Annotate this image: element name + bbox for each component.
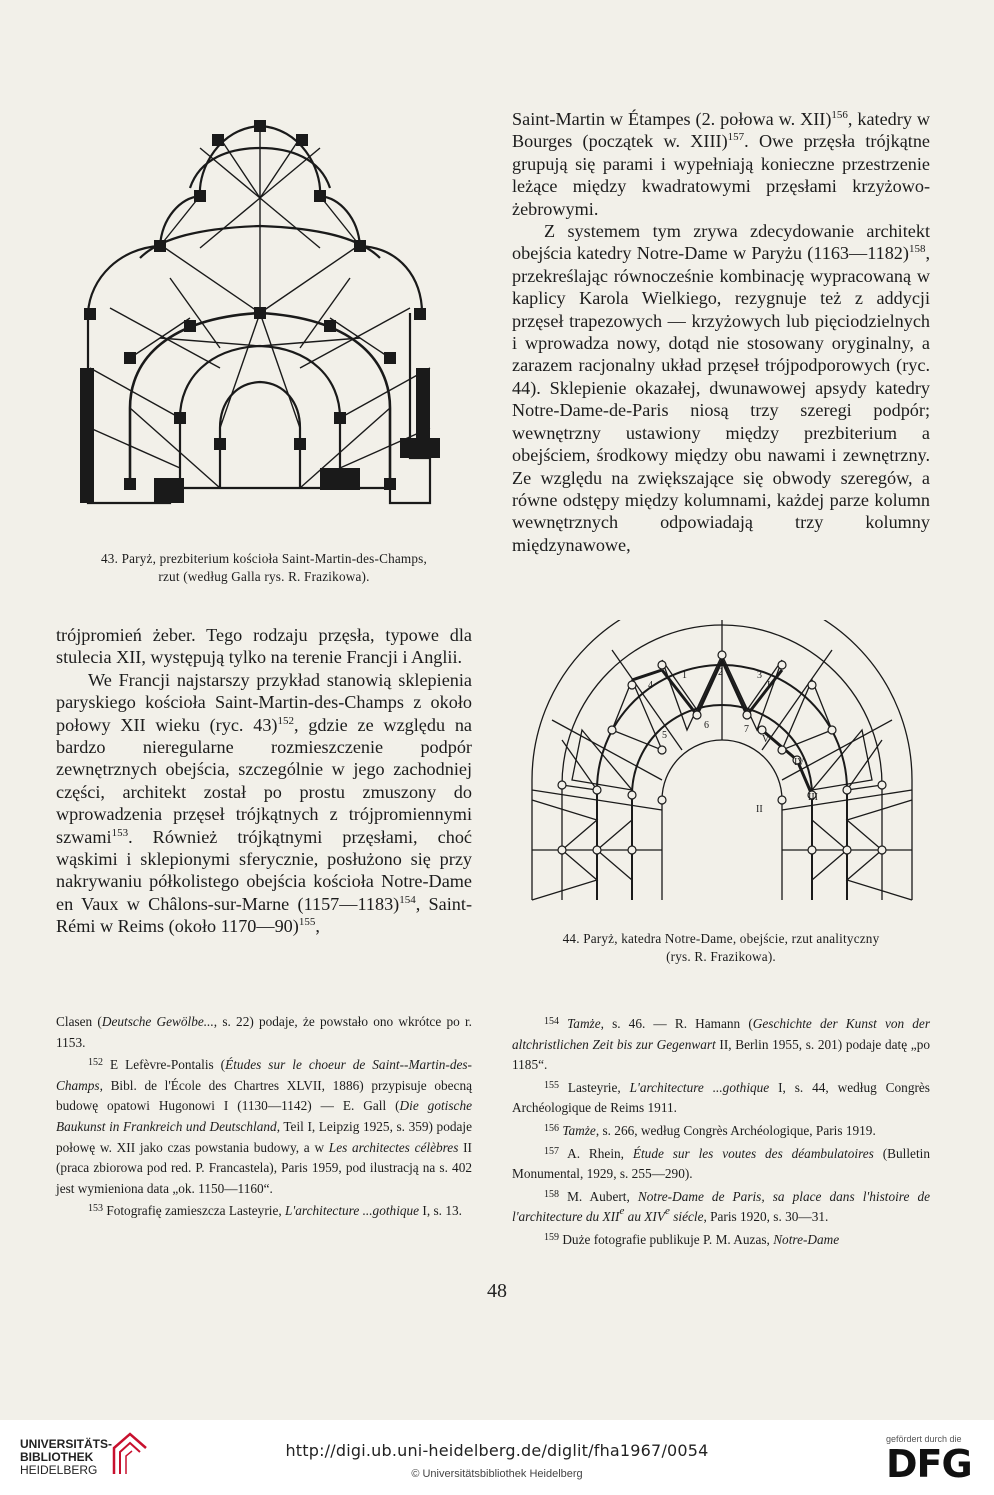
footnote-154: $^{154}$ Tamże, s. 46. — R. Hamann (Geschichte der Kunst von der altchristlichen Zeit bis zur Gegenwart II, Berlin 1955, s. 201) podaje datę „po 1185“. xyxy=(512,1016,930,1073)
footnote-157: $^{157}$ A. Rhein, Étude sur les voutes des déambulatoires (Bulletin Monumental, 1929, s. 255—290). xyxy=(512,1145,930,1182)
page-number: 48 xyxy=(487,1280,507,1302)
figure-43-plan xyxy=(70,108,450,518)
figure-43-caption: 43. Paryż, prezbiterium kościoła Saint-Martin-des-Champs, rzut (według Galla rys. R. Frazikowa). xyxy=(101,551,427,584)
footnote-158: $^{158}$ M. Aubert, Notre-Dame de Paris, sa place dans l'histoire de l'architecture du XIIe au XIVe siécle, Paris 1920, s. 30—31. xyxy=(512,1188,930,1225)
label-II: II xyxy=(756,804,763,815)
label-4: 4 xyxy=(648,680,653,691)
label-V: V xyxy=(762,734,770,745)
footnote-153: $^{153}$ Fotografię zamieszcza Lasteyrie, L'architecture ...gothique I, s. 13. xyxy=(88,1203,462,1219)
label-IV: IV xyxy=(794,757,805,768)
footnote-152: $^{152}$ E Lefèvre-Pontalis (Études sur le choeur de Saint--Martin-des-Champs, Bibl. de l'École des Chartres XLVII, 1886) przypisuje obecną budowę opatowi Hugonowi I (1130—1142) — E. Gall (Die gotische Baukunst in Frankreich und Deutschland, Teil I, Leipzig 1925, s. 359) podaje połowę w. XII jako czas powstania budowy, a w Les architectes célèbres II (praca zbiorowa pod red. P. Francastela), Paris 1959, pod ilustracją na s. 402 jest wymieniona data „ok. 1150—1160“. xyxy=(56,1057,473,1196)
right-body-text xyxy=(512,108,930,556)
left-footnotes xyxy=(56,1012,472,1222)
label-2: 2 xyxy=(718,667,723,678)
label-I: I xyxy=(767,680,771,691)
footnote-155: $^{155}$ Lasteyrie, L'architecture ...gothique I, s. 44, według Congrès Archéologique de Reims 1911. xyxy=(512,1079,930,1116)
footnote-156: $^{156}$ Tamże, s. 266, według Congrès Archéologique, Paris 1919. xyxy=(544,1122,876,1138)
left-body-text xyxy=(56,624,472,938)
university-library-logo[interactable]: UNIVERSITÄTS- BIBLIOTHEK HEIDELBERG xyxy=(20,1437,113,1477)
label-6: 6 xyxy=(704,720,709,731)
label-3: 3 xyxy=(757,670,762,681)
copyright-notice: © Universitätsbibliothek Heidelberg xyxy=(411,1468,583,1480)
permalink-url[interactable]: http://digi.ub.uni-heidelberg.de/diglit/fha1967/0054 xyxy=(285,1441,709,1460)
label-7: 7 xyxy=(744,724,749,735)
paragraph: Saint-Martin w Étampes (2. połowa w. XII)$^{156}$, katedry w Bourges (początek w. XIII)$^{157}$. Owe przęsła trójkątne grupują się parami i wypełniają konieczne przestrzenie leżące między kwadratowymi przęsłami krzyżowo-żebrowymi. xyxy=(512,109,931,219)
label-1: 1 xyxy=(682,670,687,681)
label-III: III xyxy=(808,792,818,803)
footnote: Clasen (Deutsche Gewölbe..., s. 22) podaje, że powstało ono wkrótce po r. 1153. xyxy=(56,1014,472,1050)
figure-44-plan xyxy=(512,620,932,910)
dfg-logo[interactable]: DFG xyxy=(886,1442,972,1486)
paragraph: trójpromień żeber. Tego rodzaju przęsła, typowe dla stulecia XII, występują tylko na terenie Francji i Anglii. xyxy=(56,625,472,668)
figure-44-caption: 44. Paryż, katedra Notre-Dame, obejście, rzut analityczny (rys. R. Frazikowa). xyxy=(562,931,880,964)
paragraph: We Francji najstarszy przykład stanowią sklepienia paryskiego kościoła Saint-Martin-des-Champs z około połowy XII wieku (ryc. 43)$^{152}$, gdzie ze względu na bardzo nieregularne rozmieszczenie podpór zewnętrznych obejścia, szczególnie w jego zachodniej części, architekt został po prostu zmuszony do wprowadzenia przęseł trójkątnych z trójpromiennymi szwami$^{153}$. Również trójkątnymi przęsłami, choć wąskimi i sklepionymi sferycznie, posłużono się przy nakrywaniu półkolistego obejścia kościoła Notre-Dame en Vaux w Châlons-sur-Marne (1157—1183)$^{154}$, Saint-Rémi w Reims (około 1170—90)$^{155}$, xyxy=(56,669,473,937)
paragraph: Z systemem tym zrywa zdecydowanie architekt obejścia katedry Notre-Dame w Paryżu (1163—1182)$^{158}$, przekreślając równocześnie kombinację wypracowaną w kaplicy Karola Wielkiego, rezygnuje też z addycji przęseł trapezowych — krzyżowych lub pięciodzielnych i wprowadza nowy, dotąd nie stosowany oryginalny, a zarazem racjonalny układ przęseł trójpodporowych (ryc. 44). Sklepienie okazałej, dwunawowej apsydy katedry Notre-Dame-de-Paris niosą trzy szeregi podpór; wewnętrzny ustawiony między prezbiterium a obejściem, środkowy między obu nawami i zewnętrzny. Ze względu na zwiększające się obwody szeregów, a równe odstępy między kolumnami, każdej parze kolumn wewnętrznych odpowiadają trzy kolumny międzynawowe, xyxy=(512,221,930,555)
label-5: 5 xyxy=(662,730,667,741)
right-footnotes xyxy=(512,1012,930,1251)
footnote-159: $^{159}$ Duże fotografie publikuje P. M. Auzas, Notre-Dame xyxy=(544,1231,840,1247)
funding-note: gefördert durch die xyxy=(886,1434,962,1444)
